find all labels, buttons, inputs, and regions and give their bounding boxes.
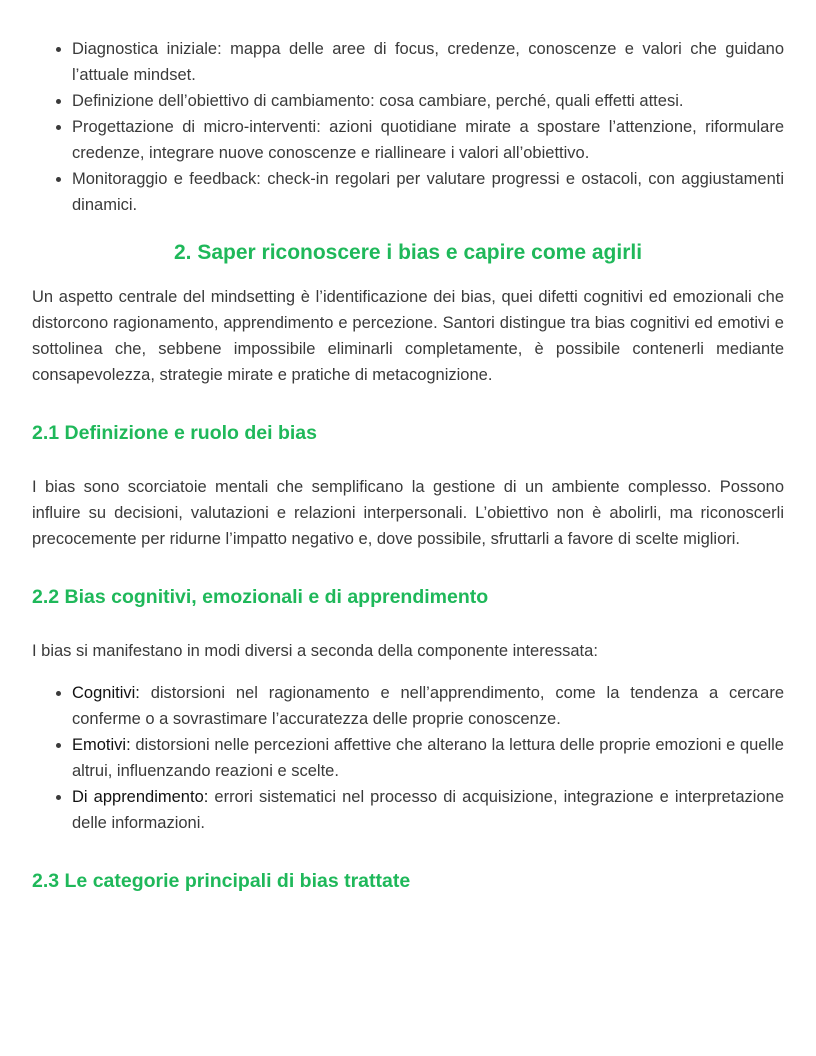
list-item: • Definizione dell’obiettivo di cambiamento: cosa cambiare, perché, quali effetti attesi. (72, 88, 784, 114)
section-2-2-heading: 2.2 Bias cognitivi, emozionali e di apprendimento (32, 586, 489, 608)
list-item-text: errori sistematici nel processo di acquisizione, integrazione e interpretazione delle informazioni. (72, 788, 785, 832)
list-item: • Diagnostica iniziale: mappa delle aree di focus, credenze, conoscenze e valori che guidano l’attuale mindset. (72, 36, 784, 88)
list-item-text: distorsioni nel ragionamento e nell’apprendimento, come la tendenza a cercare conferme o a sovrastimare l’accuratezza delle proprie conoscenze. (72, 684, 784, 728)
intro-list (32, 36, 784, 218)
list-item: • Monitoraggio e feedback: check-in regolari per valutare progressi e ostacoli, con aggiustamenti dinamici. (72, 166, 784, 218)
section-2-1-heading: 2.1 Definizione e ruolo dei bias (32, 422, 317, 444)
list-item-term: Di apprendimento: (72, 788, 209, 806)
list-item (72, 680, 784, 732)
list-item-term: Cognitivi: (72, 684, 140, 702)
list-item: • Progettazione di micro-interventi: azioni quotidiane mirate a spostare l’attenzione, riformulare credenze, integrare nuove conoscenze e riallineare i valori all’obiettivo. (72, 114, 784, 166)
list-item (72, 732, 784, 784)
list-item-term: Emotivi: (72, 736, 131, 754)
section-2-paragraph: Un aspetto centrale del mindsetting è l’identificazione dei bias, quei difetti cognitivi ed emozionali che distorcono ragionamento, apprendimento e percezione. Santori distingue tra bias cognitivi ed emotivi e sottolinea che, sebbene impossibile eliminarli completamente, è possibile contenerli mediante consapevolezza, strategie mirate e pratiche di metacognizione. (32, 288, 784, 384)
section-2-1-paragraph: I bias sono scorciatoie mentali che semplificano la gestione di un ambiente complesso. Possono influire su decisioni, valutazioni e relazioni interpersonali. L’obiettivo non è abolirli, ma riconoscerli precocemente per ridurne l’impatto negativo e, dove possibile, sfruttarli a favore di scelte migliori. (32, 478, 784, 548)
bias-types-list (32, 680, 784, 836)
section-2-3-heading: 2.3 Le categorie principali di bias trattate (32, 870, 411, 892)
list-item-text: distorsioni nelle percezioni affettive che alterano la lettura delle proprie emozioni e quelle altrui, influenzando reazioni e scelte. (72, 736, 784, 780)
section-2-heading: 2. Saper riconoscere i bias e capire come agirli (173, 241, 643, 264)
list-item (72, 784, 784, 836)
section-2-2-paragraph: I bias si manifestano in modi diversi a seconda della componente interessata: (32, 642, 598, 660)
